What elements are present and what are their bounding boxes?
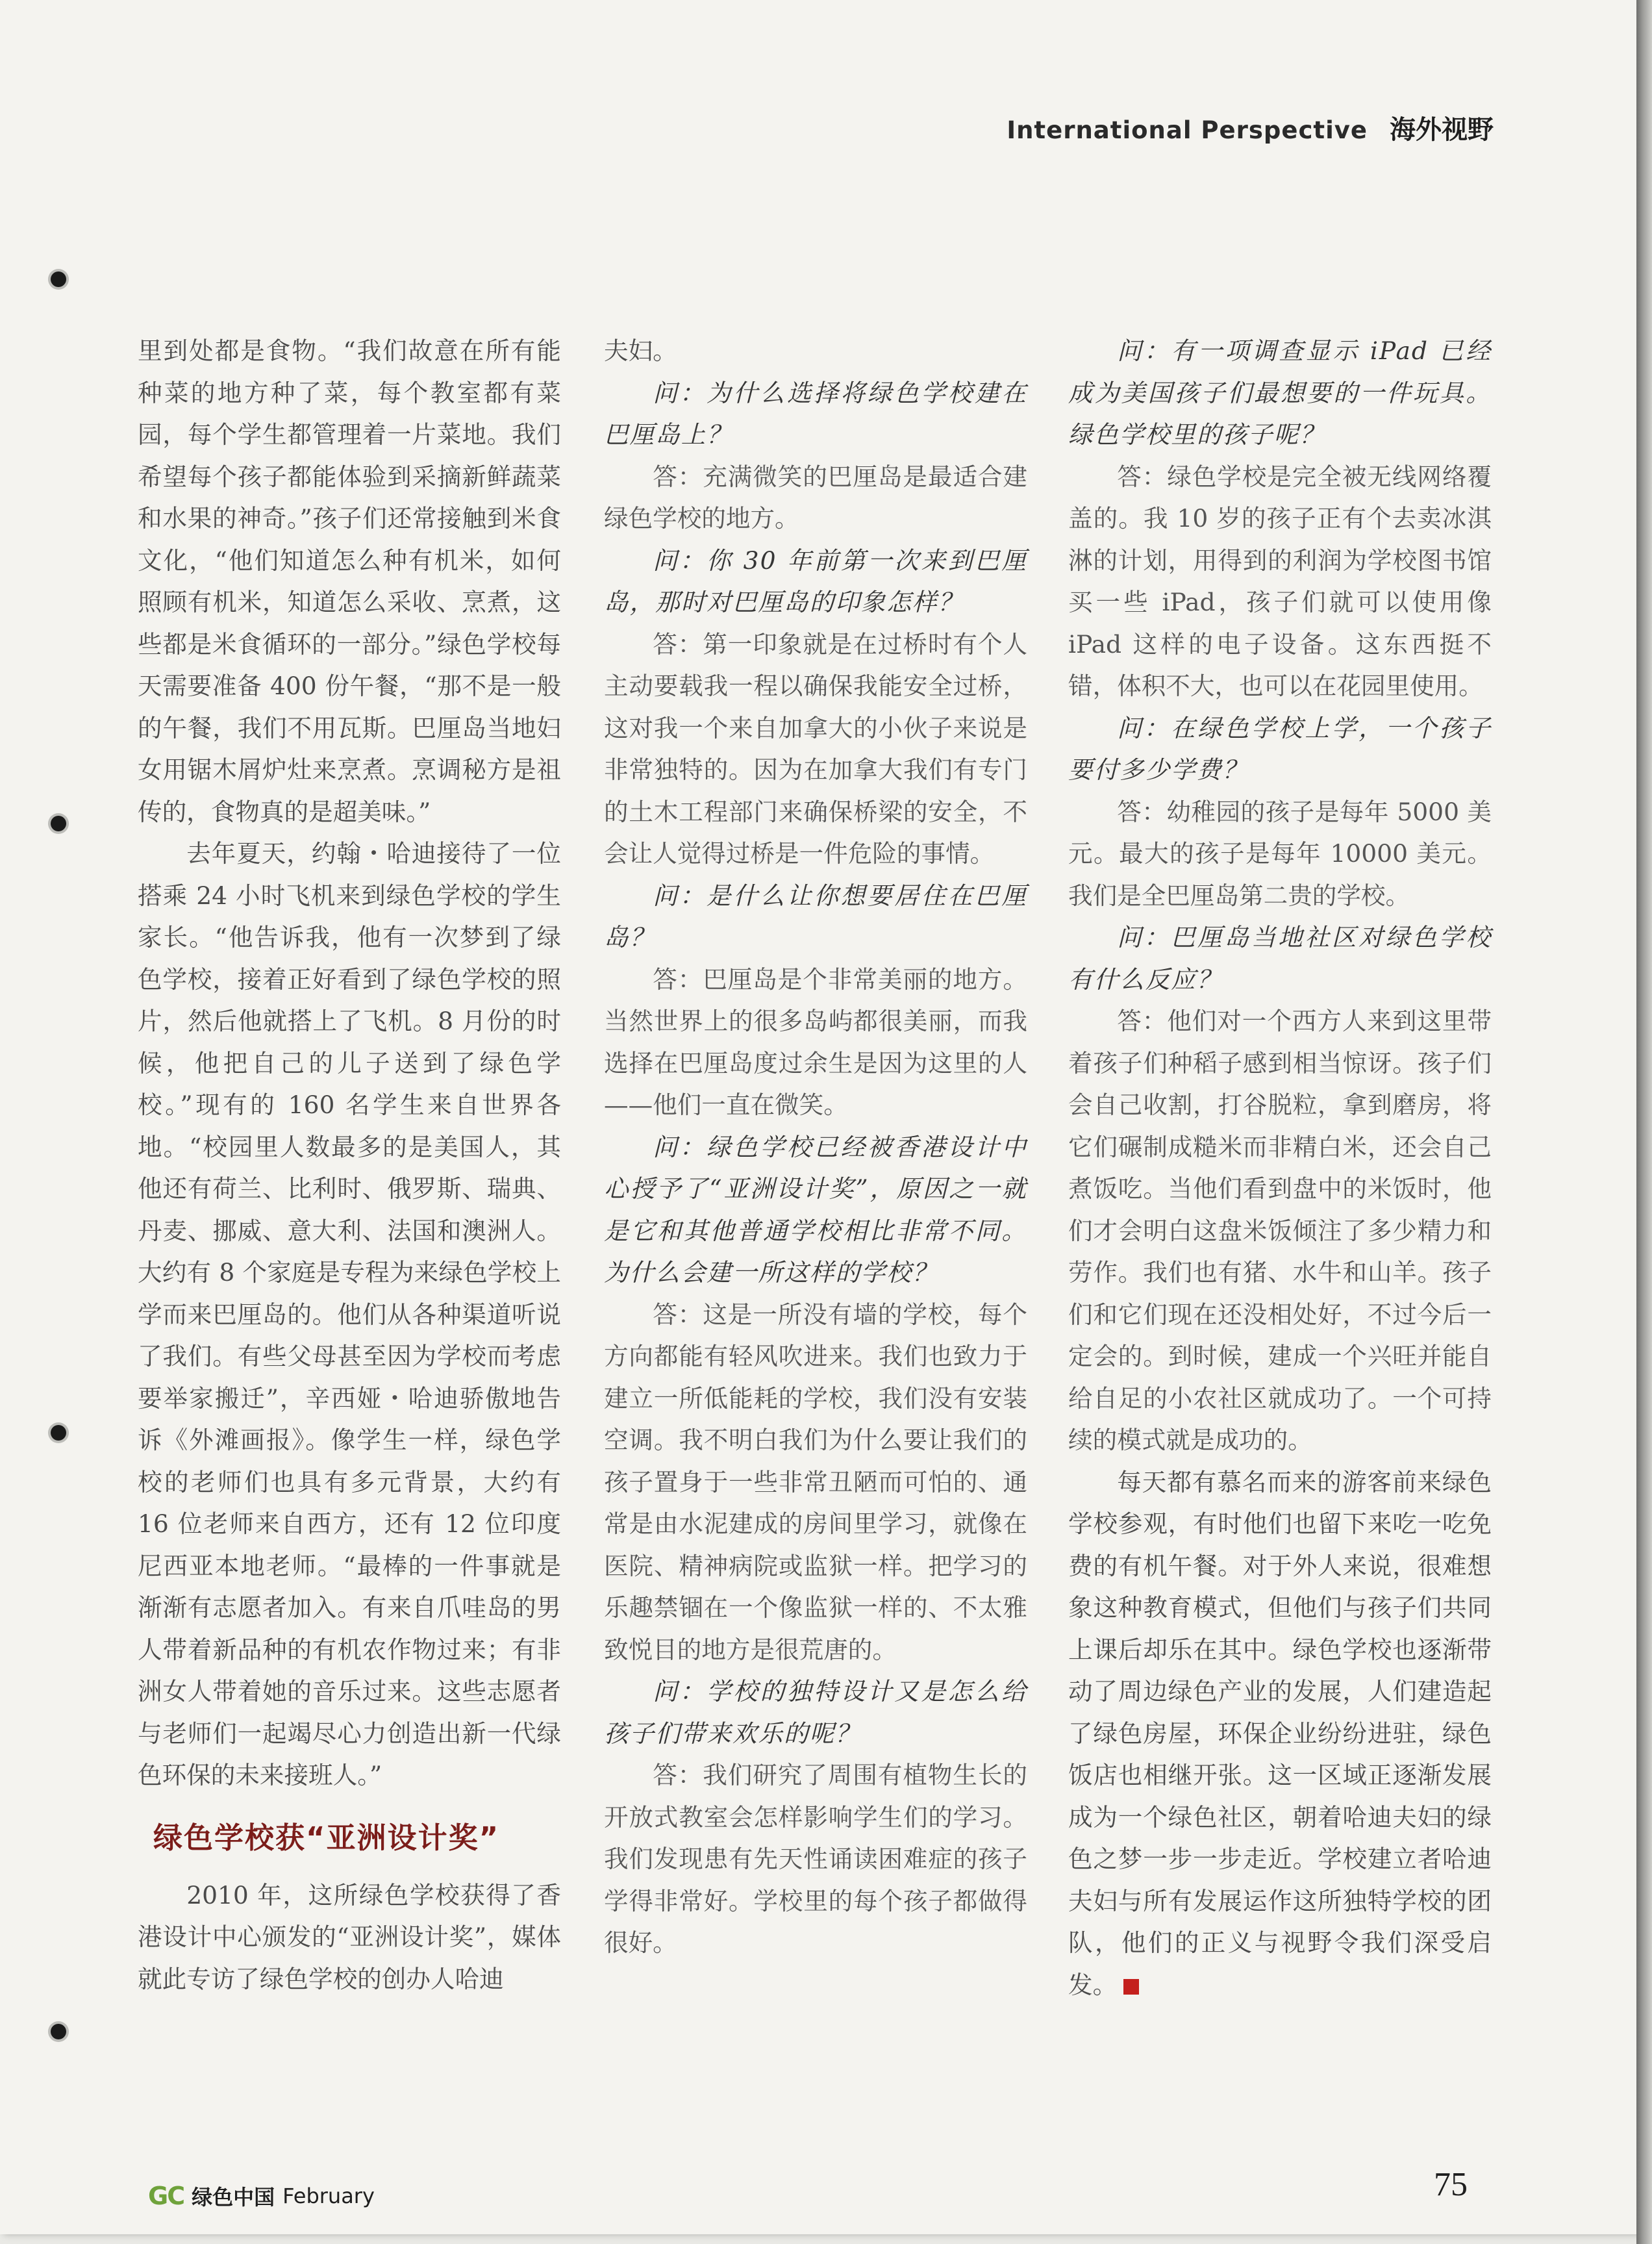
interview-question: 问：巴厘岛当地社区对绿色学校有什么反应？	[1068, 923, 1492, 994]
interview-question: 问：学校的独特设计又是怎么给孩子们带来欢乐的呢？	[604, 1677, 1027, 1748]
article-subheading: 绿色学校获“亚洲设计奖”	[153, 1820, 500, 1855]
interview-question: 问：为什么选择将绿色学校建在巴厘岛上？	[604, 378, 1027, 449]
interview-question: 问：绿色学校已经被香港设计中心授予了“亚洲设计奖”，原因之一就是它和其他普通学校相比非常不同。为什么会建一所这样的学校？	[604, 1132, 1027, 1287]
interview-question: 问：在绿色学校上学，一个孩子要付多少学费？	[1068, 713, 1492, 784]
article-column-2	[604, 330, 1027, 1964]
binder-hole	[51, 271, 66, 287]
magazine-logo: GC	[148, 2182, 184, 2210]
body-paragraph: 去年夏天，约翰・哈迪接待了一位搭乘 24 小时飞机来到绿色学校的学生家长。“他告诉我，他有一次梦到了绿色学校，接着正好看到了绿色学校的照片，然后他就搭上了飞机。8 月份的时候，他把自己的儿子送到了绿色学校。”现有的 160 名学生来自世界各地。“校园里人数最多的是美国人，其他还有荷兰、比利时、俄罗斯、瑞典、丹麦、挪威、意大利、法国和澳洲人。大约有 8 个家庭是专程为来绿色学校上学而来巴厘岛的。他们从各种渠道听说了我们。有些父母甚至因为学校而考虑要举家搬迁”，辛西娅・哈迪骄傲地告诉《外滩画报》。像学生一样，绿色学校的老师们也具有多元背景，大约有 16 位老师来自西方，还有 12 位印度尼西亚本地老师。“最棒的一件事就是渐渐有志愿者加入。有来自爪哇岛的男人带着新品种的有机农作物过来；有非洲女人带着她的音乐过来。这些志愿者与老师们一起竭尽心力创造出新一代绿色环保的未来接班人。”	[138, 839, 561, 1789]
page-edge-shadow	[1636, 0, 1652, 2244]
interview-answer: 答：充满微笑的巴厘岛是最适合建绿色学校的地方。	[604, 462, 1027, 533]
interview-question: 问：有一项调查显示 iPad 已经成为美国孩子们最想要的一件玩具。绿色学校里的孩子呢？	[1068, 336, 1492, 449]
binder-hole	[51, 816, 66, 831]
body-paragraph: 里到处都是食物。“我们故意在所有能种菜的地方种了菜，每个教室都有菜园，每个学生都管理着一片菜地。我们希望每个孩子都能体验到采摘新鲜蔬菜和水果的神奇。”孩子们还常接触到米食文化，“他们知道怎么种有机米，如何照顾有机米，知道怎么采收、烹煮，这些都是米食循环的一部分。”绿色学校每天需要准备 400 份午餐，“那不是一般的午餐，我们不用瓦斯。巴厘岛当地妇女用锯木屑炉灶来烹煮。烹调秘方是祖传的，食物真的是超美味。”	[138, 336, 561, 826]
closing-text: 每天都有慕名而来的游客前来绿色学校参观，有时他们也留下来吃一吃免费的有机午餐。对于外人来说，很难想象这种教育模式，但他们与孩子们共同上课后却乐在其中。绿色学校也逐渐带动了周边绿色产业的发展，人们建造起了绿色房屋，环保企业纷纷进驻，绿色饭店也相继开张。这一区域正逐渐发展成为一个绿色社区，朝着哈迪夫妇的绿色之梦一步一步走近。学校建立者哈迪夫妇与所有发展运作这所独特学校的团队，他们的正义与视野令我们深受启发。	[1068, 1467, 1492, 1999]
interview-answer: 答：这是一所没有墙的学校，每个方向都能有轻风吹进来。我们也致力于建立一所低能耗的学校，我们没有安装空调。我不明白我们为什么要让我们的孩子置身于一些非常丑陋而可怕的、通常是由水泥建成的房间里学习，就像在医院、精神病院或监狱一样。把学习的乐趣禁锢在一个像监狱一样的、不太雅致悦目的地方是很荒唐的。	[604, 1300, 1027, 1664]
end-of-article-mark-icon	[1123, 1979, 1139, 1995]
issue-month: February	[282, 2184, 375, 2208]
interview-answer: 答：他们对一个西方人来到这里带着孩子们种稻子感到相当惊讶。孩子们会自己收割，打谷脱粒，拿到磨房，将它们碾制成糙米而非精白米，还会自己煮饭吃。当他们看到盘中的米饭时，他们才会明白这盘米饭倾注了多少精力和劳作。我们也有猪、水牛和山羊。孩子们和它们现在还没相处好，不过今后一定会的。到时候，建成一个兴旺并能自给自足的小农社区就成功了。一个可持续的模式就是成功的。	[1068, 1007, 1492, 1454]
interview-question: 问：你 30 年前第一次来到巴厘岛，那时对巴厘岛的印象怎样？	[604, 546, 1027, 616]
section-title-chinese: 海外视野	[1390, 115, 1494, 145]
article-column-3	[1068, 330, 1492, 2006]
interview-answer: 答：第一印象就是在过桥时有个人主动要载我一程以确保我能安全过桥，这对我一个来自加拿大的小伙子来说是非常独特的。因为在加拿大我们有专门的土木工程部门来确保桥梁的安全，不会让人觉得过桥是一件危险的事情。	[604, 629, 1027, 868]
magazine-name: 绿色中国	[192, 2185, 275, 2210]
interview-question: 问：是什么让你想要居住在巴厘岛？	[604, 881, 1027, 952]
interview-answer: 答：我们研究了周围有植物生长的开放式教室会怎样影响学生们的学习。我们发现患有先天性诵读困难症的孩子学得非常好。学校里的每个孩子都做得很好。	[604, 1761, 1027, 1957]
body-paragraph: 夫妇。	[604, 336, 677, 365]
page-number: 75	[1434, 2166, 1468, 2203]
body-paragraph: 2010 年，这所绿色学校获得了香港设计中心颁发的“亚洲设计奖”，媒体就此专访了绿色学校的创办人哈迪	[138, 1880, 561, 1993]
interview-answer: 答：幼稚园的孩子是每年 5000 美元。最大的孩子是每年 10000 美元。我们是全巴厘岛第二贵的学校。	[1068, 797, 1492, 910]
section-title-english: International Perspective	[1007, 116, 1368, 144]
binder-hole	[51, 1425, 66, 1441]
interview-answer: 答：巴厘岛是个非常美丽的地方。当然世界上的很多岛屿都很美丽，而我选择在巴厘岛度过余生是因为这里的人——他们一直在微笑。	[604, 964, 1027, 1119]
footer-branding	[148, 2181, 375, 2211]
interview-answer: 答：绿色学校是完全被无线网络覆盖的。我 10 岁的孩子正有个去卖冰淇淋的计划，用得到的利润为学校图书馆买一些 iPad，孩子们就可以使用像 iPad 这样的电子设备。这东西挺不错，体积不大，也可以在花园里使用。	[1068, 462, 1492, 700]
article-column-1	[138, 330, 561, 2000]
binder-hole	[51, 2024, 66, 2039]
section-header	[1007, 109, 1494, 146]
closing-paragraph	[1068, 1461, 1492, 2006]
